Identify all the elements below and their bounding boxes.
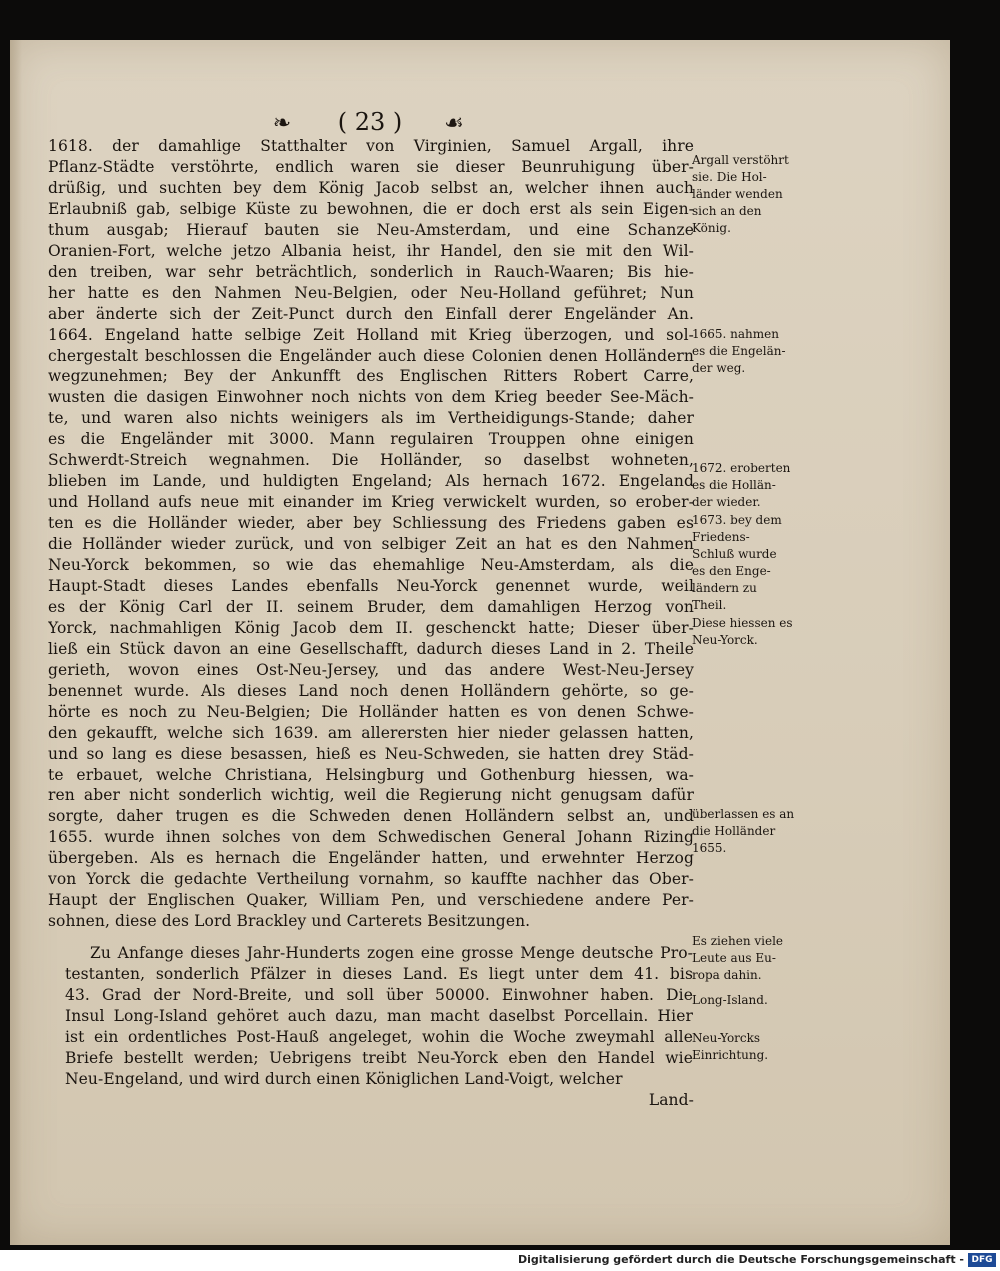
text-line: Yorck, nachmahligen König Jacob dem II. geschenckt hatte; Dieser über- [48, 618, 694, 637]
page-number: ( 23 ) [337, 108, 403, 136]
text-line: 1655. wurde ihnen solches von dem Schwedischen General Johann Rizing [48, 828, 694, 847]
margin-note-line: es den Enge- [692, 564, 771, 578]
margin-note-line: der weg. [692, 361, 746, 375]
text-line: ist ein ordentliches Post-Hauß angeleget, wohin die Woche zweymahl alle [65, 1027, 693, 1046]
margin-note-line: Argall verstöhrt [692, 153, 789, 167]
text-line: Insul Long-Island gehöret auch dazu, man macht daselbst Porcellain. Hier [65, 1006, 693, 1025]
text-line: chergestalt beschlossen die Engeländer auch diese Colonien denen Holländern [48, 346, 694, 365]
text-line: Pflanz-Städte verstöhrte, endlich waren sie dieser Beunruhigung über- [48, 157, 694, 176]
text-line: sorgte, daher trugen es die Schweden denen Holländern selbst an, und [48, 807, 694, 826]
margin-note-line: Friedens- [692, 530, 750, 544]
margin-note-line: es die Engelän- [692, 344, 786, 358]
margin-note-line: 1655. [692, 841, 727, 855]
text-line: 1664. Engeland hatte selbige Zeit Holland mit Krieg überzogen, und sol- [48, 325, 694, 344]
text-line: sohnen, diese des Lord Brackley und Carterets Besitzungen. [48, 912, 531, 931]
margin-note-line: Neu-Yorcks [692, 1031, 761, 1045]
margin-note-line: ländern zu [692, 581, 757, 595]
margin-note-line: Einrichtung. [692, 1048, 769, 1062]
text-line: den gekaufft, welche sich 1639. am allerersten hier nieder gelassen hatten, [48, 723, 694, 742]
margin-note-line: 1665. nahmen [692, 327, 779, 341]
left-ornament-icon: ❧ [272, 111, 292, 136]
text-line: den treiben, war sehr beträchtlich, sonderlich in Rauch-Waaren; Bis hie- [48, 262, 694, 281]
text-line: Briefe bestellt werden; Uebrigens treibt Neu-Yorck eben den Handel wie [65, 1048, 693, 1067]
text-line: 43. Grad der Nord-Breite, und soll über 50000. Einwohner haben. Die [65, 985, 693, 1004]
text-line: ließ ein Stück davon an eine Gesellschafft, dadurch dieses Land in 2. Theile [48, 639, 694, 658]
text-line: her hatte es den Nahmen Neu-Belgien, oder Neu-Holland geführet; Nun [48, 283, 694, 302]
margin-note-line: die Holländer [692, 824, 776, 838]
margin-note-line: König. [692, 221, 731, 235]
text-line: und Holland aufs neue mit einander im Krieg verwickelt wurden, so erober- [48, 493, 694, 512]
margin-note-line: 1672. eroberten [692, 461, 791, 475]
text-line: ren aber nicht sonderlich wichtig, weil die Regierung nicht genugsam dafür [48, 786, 694, 805]
funding-credit: Digitalisierung gefördert durch die Deutsche Forschungsgemeinschaft - [517, 1253, 964, 1266]
text-line: te erbauet, welche Christiana, Helsingburg und Gothenburg hiessen, wa- [48, 765, 694, 784]
margin-note-line: sich an den [692, 204, 762, 218]
margin-note-line: sie. Die Hol- [692, 170, 767, 184]
catchword: Land- [648, 1090, 694, 1109]
text-line: testanten, sonderlich Pfälzer in dieses Land. Es liegt unter dem 41. bis [65, 964, 693, 983]
margin-note-line: Leute aus Eu- [692, 951, 776, 965]
text-line: drüßig, und suchten bey dem König Jacob selbst an, welcher ihnen auch [48, 178, 694, 197]
margin-note-line: überlassen es an [692, 807, 795, 821]
text-line: Neu-Yorck bekommen, so wie das ehemahlige Neu-Amsterdam, als die [48, 556, 694, 574]
text-line: 1618. der damahlige Statthalter von Virginien, Samuel Argall, ihre [48, 137, 694, 155]
margin-note-line: länder wenden [692, 187, 783, 201]
text-line: aber änderte sich der Zeit-Punct durch den Einfall derer Engeländer An. [48, 304, 694, 323]
margin-note-line: der wieder. [692, 495, 761, 509]
text-line: wegzunehmen; Bey der Ankunfft des Englischen Ritters Robert Carre, [48, 367, 694, 386]
margin-note-line: Diese hiessen es [692, 616, 793, 630]
text-line: hörte es noch zu Neu-Belgien; Die Holländer hatten es von denen Schwe- [48, 702, 694, 721]
margin-note-line: Schluß wurde [692, 547, 777, 561]
text-line: Haupt-Stadt dieses Landes ebenfalls Neu-Yorck genennet wurde, weil [48, 576, 694, 595]
page-gutter-shadow [10, 40, 22, 1245]
dfg-logo: DFG [968, 1253, 996, 1267]
text-line: Erlaubniß gab, selbige Küste zu bewohnen, die er doch erst als sein Eigen- [48, 199, 694, 218]
text-line: übergeben. Als es hernach die Engeländer hatten, und erwehnter Herzog [48, 849, 694, 868]
text-line: Schwerdt-Streich wegnahmen. Die Holländer, so daselbst wohneten, [48, 451, 694, 470]
margin-note-line: Theil. [692, 598, 727, 612]
margin-note-line: Long-Island. [692, 993, 768, 1007]
text-line: wusten die dasigen Einwohner noch nichts von dem Krieg beeder See-Mäch- [48, 388, 694, 407]
text-line: blieben im Lande, und huldigten Engeland; Als hernach 1672. Engeland [48, 472, 694, 491]
margin-note-line: Es ziehen viele [692, 934, 784, 948]
margin-note-line: es die Hollän- [692, 478, 776, 492]
text-line: Neu-Engeland, und wird durch einen Königlichen Land-Voigt, welcher [65, 1069, 623, 1088]
text-line: Zu Anfange dieses Jahr-Hunderts zogen eine grosse Menge deutsche Pro- [90, 944, 693, 962]
text-line: es der König Carl der II. seinem Bruder, dem damahligen Herzog von [48, 597, 694, 616]
text-line: und so lang es diese besassen, hieß es Neu-Schweden, sie hatten drey Städ- [48, 744, 694, 763]
digitization-footer [0, 1250, 1000, 1271]
text-line: thum ausgab; Hierauf bauten sie Neu-Amsterdam, und eine Schanze [48, 220, 694, 239]
text-line: es die Engeländer mit 3000. Mann regulairen Trouppen ohne einigen [48, 430, 694, 449]
text-line: te, und waren also nichts weinigers als im Vertheidigungs-Stande; daher [48, 409, 694, 428]
text-line: von Yorck die gedachte Vertheilung vornahm, so kauffte nachher das Ober- [48, 870, 694, 889]
book-page [10, 40, 950, 1245]
text-line: Oranien-Fort, welche jetzo Albania heist, ihr Handel, den sie mit den Wil- [48, 241, 694, 260]
text-line: Haupt der Englischen Quaker, William Pen, und verschiedene andere Per- [48, 891, 694, 910]
text-line: die Holländer wieder zurück, und von selbiger Zeit an hat es den Nahmen [48, 535, 694, 554]
margin-note-line: 1673. bey dem [692, 513, 782, 527]
margin-note-line: Neu-Yorck. [692, 633, 758, 647]
text-line: gerieth, wovon eines Ost-Neu-Jersey, und das andere West-Neu-Jersey [48, 660, 694, 679]
right-ornament-icon: ☙ [444, 111, 464, 136]
margin-note-line: ropa dahin. [692, 968, 762, 982]
text-line: benennet wurde. Als dieses Land noch denen Holländern gehörte, so ge- [48, 681, 694, 700]
text-line: ten es die Holländer wieder, aber bey Schliessung des Friedens gaben es [48, 514, 694, 533]
